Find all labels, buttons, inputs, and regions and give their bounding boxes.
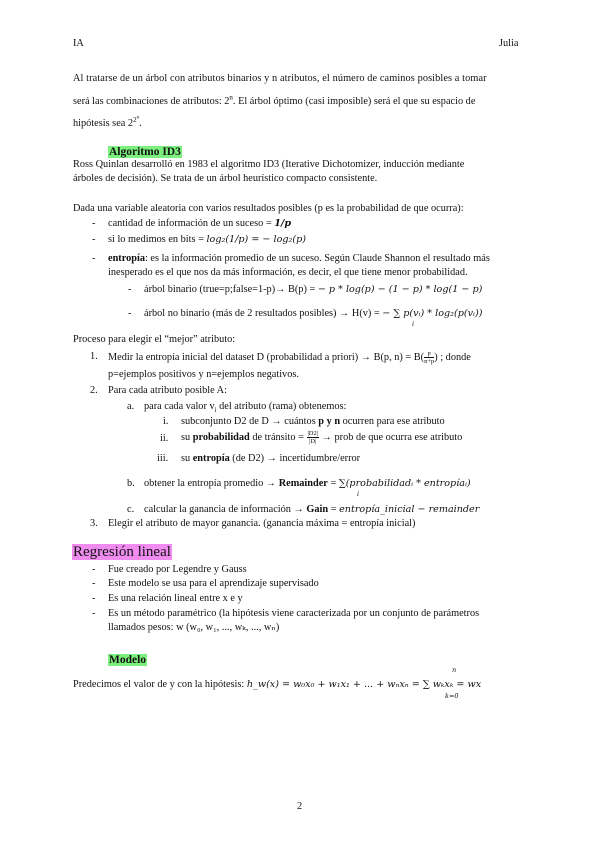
sub-step-c: calcular la ganancia de información → Gain = entropía_inicial − remainder — [144, 504, 480, 515]
regresion-item: Es una relación lineal entre x e y — [108, 593, 243, 604]
bullet-dash: - — [92, 578, 96, 589]
id3-variable-intro: Dada una variable aleatoria con varios resultados posibles (p es la probabilidad de que ocurra): — [73, 203, 464, 214]
bullet-entropy: entropía: es la información promedio de un suceso. Según Claude Shannon el resultado más — [108, 253, 490, 264]
bullet-dash: - — [92, 253, 96, 264]
sub-step-letter-b: b. — [127, 478, 135, 489]
sum-subscript: i — [412, 320, 415, 328]
step-number-3: 3. — [90, 518, 98, 529]
page-number: 2 — [297, 801, 303, 812]
sum-lower-limit: k=0 — [445, 692, 459, 700]
step-3: Elegir el atributo de mayor ganancia. (ganancia máxima = entropía inicial) — [108, 518, 416, 529]
fraction-p-over-n-plus-p: $\frac{p}{n+p}$ — [424, 350, 435, 365]
intro-exp-n: n — [229, 93, 233, 102]
intro-line-2: será las combinaciones de atributos: 2$^n$. El árbol óptimo (casi imposible) será el que su espacio de — [73, 93, 476, 107]
bullet-entropy-line-2: inesperado es el que nos da más información, es decir, el que tiene menor probabilidad. — [108, 267, 468, 278]
bullet-dash: - — [92, 564, 96, 575]
sub-bullet-nonbinary-tree: árbol no binario (más de 2 resultados posibles) → H(v) = − ∑ p(vᵢ) * log₂(p(vᵢ)) — [144, 308, 483, 319]
header-right: Julia — [499, 38, 519, 49]
sub-sub-step-i: subconjunto D2 de D → cuántos p y n ocurren para ese atributo — [181, 416, 445, 427]
step-2: Para cada atributo posible A: — [108, 385, 227, 396]
bullet-bits: si lo medimos en bits = log₂(1/p) = − log₂(p) — [108, 234, 306, 245]
id3-paragraph-line-2: árboles de decisión). Se trata de un árbol heurístico compacto consistente. — [73, 173, 378, 184]
sub-step-letter-a: a. — [127, 401, 135, 412]
sub-sub-step-ii-marker: ii. — [160, 433, 169, 444]
intro-line-3: hipótesis sea $2^{2^n}$. — [73, 115, 142, 129]
id3-heading: Algoritmo ID3 — [109, 146, 181, 158]
header-left: IA — [73, 38, 84, 49]
bullet-information: cantidad de información de un suceso = 1/p — [108, 218, 292, 229]
regresion-item-line-2: llamados pesos: w (w₀, w₁, ..., wₖ, ..., wₙ) — [108, 622, 280, 633]
step-1-line-2: p=ejemplos positivos y n=ejemplos negativos. — [108, 369, 299, 380]
fraction-d2-over-d: $\frac{|D2|}{|D|}$ — [307, 430, 319, 445]
sub-step-letter-c: c. — [127, 504, 135, 515]
sub-bullet-binary-tree: árbol binario (true=p;false=1-p)→ B(p) = − p * log(p) − (1 − p) * log(1 − p) — [144, 284, 483, 295]
sub-sub-step-iii-marker: iii. — [157, 453, 169, 464]
regresion-heading: Regresión lineal — [73, 544, 171, 560]
bullet-dash: - — [92, 234, 96, 245]
bullet-dash: - — [92, 608, 96, 619]
intro-line-1: Al tratarse de un árbol con atributos binarios y n atributos, el número de caminos posibles a tomar — [73, 73, 487, 84]
sub-sub-step-i-marker: i. — [163, 416, 169, 427]
bullet-dash: - — [128, 308, 132, 319]
bullet-dash: - — [92, 593, 96, 604]
step-number-2: 2. — [90, 385, 98, 396]
modelo-equation: Predecimos el valor de y con la hipótesis: h_w(x) = w₀x₀ + w₁x₁ + ... + wₙxₙ = ∑ wₖxₖ = wx — [73, 679, 482, 690]
regresion-item: Fue creado por Legendre y Gauss — [108, 564, 247, 575]
sub-sub-step-iii: su entropía (de D2) → incertidumbre/error — [181, 453, 361, 464]
remainder-sum-subscript: i — [357, 490, 360, 498]
regresion-item: Este modelo se usa para el aprendizaje supervisado — [108, 578, 319, 589]
process-intro: Proceso para elegir el “mejor” atributo: — [73, 334, 236, 345]
bullet-dash: - — [128, 284, 132, 295]
id3-paragraph-line-1: Ross Quinlan desarrolló en 1983 el algoritmo ID3 (Iterative Dichotomizer, inducción mediante — [73, 159, 465, 170]
modelo-heading: Modelo — [109, 654, 147, 666]
step-number-1: 1. — [90, 351, 98, 362]
sub-sub-step-ii: su probabilidad de tránsito = $\frac{|D2|}{|D|}$ → prob de que ocurra ese atributo — [181, 430, 463, 445]
sub-step-b: obtener la entropía promedio → Remainder = ∑(probabilidadᵢ * entropíaᵢ) — [144, 478, 471, 489]
bullet-dash: - — [92, 218, 96, 229]
sub-step-a: para cada valor $v_i$ del atributo (rama) obtenemos: — [144, 401, 347, 415]
regresion-item: Es un método paramétrico (la hipótesis viene caracterizada por un conjunto de parámetros — [108, 608, 480, 619]
sum-upper-limit: n — [452, 666, 457, 674]
step-1: Medir la entropía inicial del dataset D (probabilidad a priori) → B(p, n) = B( $\frac{p}{n+p}$ ) ; donde — [108, 350, 471, 365]
